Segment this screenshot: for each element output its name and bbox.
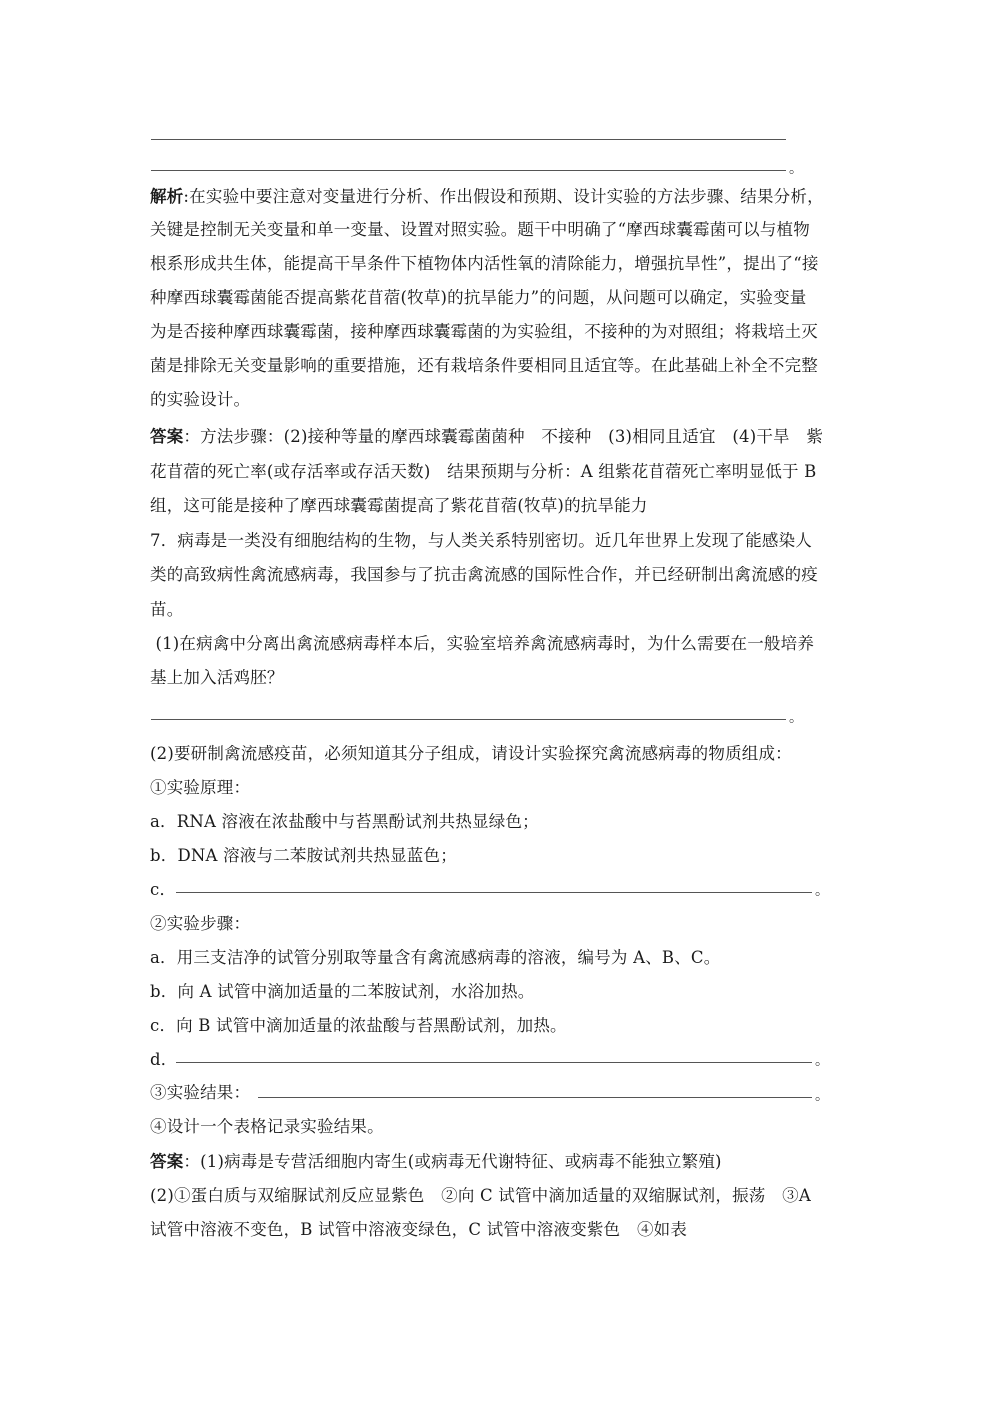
answer-line: 答案：方法步骤：(2)接种等量的摩西球囊霉菌菌种 不接种 (3)相同且适宜 (4)干旱 紫	[150, 427, 824, 446]
principle-c-blank[interactable]	[176, 892, 812, 893]
principle-item: b．DNA 溶液与二苯胺试剂共热显蓝色；	[150, 846, 457, 865]
answer-line: 试管中溶液不变色，B 试管中溶液变绿色，C 试管中溶液变紫色 ④如表	[150, 1220, 688, 1239]
blank-end-mark: 。	[815, 1088, 829, 1104]
step-item-d: d．	[150, 1050, 178, 1069]
answer-line: (2)①蛋白质与双缩脲试剂反应显紫色 ②向 C 试管中滴加适量的双缩脲试剂，振荡 ③A	[150, 1186, 812, 1205]
analysis-line: 解析:在实验中要注意对变量进行分析、作出假设和预期、设计实验的方法步骤、结果分析，	[150, 187, 824, 206]
answer-blank-line-1[interactable]	[151, 139, 786, 140]
answer-line: 组，这可能是接种了摩西球囊霉菌提高了紫花苜蓿(牧草)的抗旱能力	[150, 496, 648, 515]
blank-end-mark: 。	[815, 1053, 829, 1069]
part2-intro: (2)要研制禽流感疫苗，必须知道其分子组成，请设计实验探究禽流感病毒的物质组成：	[150, 744, 792, 763]
answer-line: 答案：(1)病毒是专营活细胞内寄生(或病毒无代谢特征、或病毒不能独立繁殖)	[150, 1152, 722, 1171]
question-text: 7．病毒是一类没有细胞结构的生物，与人类关系特别密切。近几年世界上发现了能感染人	[150, 531, 812, 550]
step-d-blank[interactable]	[176, 1062, 812, 1063]
principle-item-c: c．	[150, 880, 177, 899]
analysis-line: 种摩西球囊霉菌能否提高紫花苜蓿(牧草)的抗旱能力”的问题，从问题可以确定，实验变量	[150, 288, 807, 307]
step-item: a．用三支洁净的试管分别取等量含有禽流感病毒的溶液，编号为 A、B、C。	[150, 948, 721, 967]
answer-label: 答案	[150, 427, 184, 446]
analysis-line: 为是否接种摩西球囊霉菌，接种摩西球囊霉菌的为实验组，不接种的为对照组；将栽培土灭	[150, 322, 818, 341]
principle-title: ①实验原理：	[150, 778, 251, 797]
question-text: 苗。	[150, 600, 184, 619]
answer-line: 花苜蓿的死亡率(或存活率或存活天数) 结果预期与分析：A 组紫花苜蓿死亡率明显低于 B	[150, 462, 817, 481]
answer-label: 答案	[150, 1152, 184, 1171]
part1-question: (1)在病禽中分离出禽流感病毒样本后，实验室培养禽流感病毒时，为什么需要在一般培养	[150, 634, 815, 653]
result-label: ③实验结果：	[150, 1083, 251, 1102]
steps-title: ②实验步骤：	[150, 914, 251, 933]
table-task: ④设计一个表格记录实验结果。	[150, 1117, 384, 1136]
step-item: c．向 B 试管中滴加适量的浓盐酸与苔黑酚试剂，加热。	[150, 1016, 567, 1035]
part1-question: 基上加入活鸡胚？	[150, 668, 284, 687]
answer-blank-line-2[interactable]	[151, 170, 786, 171]
step-item: b．向 A 试管中滴加适量的二苯胺试剂，水浴加热。	[150, 982, 535, 1001]
analysis-line: 关键是控制无关变量和单一变量、设置对照实验。题干中明确了“摩西球囊霉菌可以与植物	[150, 220, 810, 239]
analysis-line: 菌是排除无关变量影响的重要措施，还有栽培条件要相同且适宜等。在此基础上补全不完整	[150, 356, 818, 375]
question-text: 类的高致病性禽流感病毒，我国参与了抗击禽流感的国际性合作，并已经研制出禽流感的疫	[150, 565, 818, 584]
blank-end-mark: 。	[789, 161, 803, 177]
analysis-line: 的实验设计。	[150, 390, 251, 409]
analysis-line: 根系形成共生体，能提高干旱条件下植物体内活性氧的清除能力，增强抗旱性”，提出了“接	[150, 254, 819, 273]
blank-end-mark: 。	[789, 710, 803, 726]
part1-answer-blank[interactable]	[151, 719, 786, 720]
result-blank[interactable]	[258, 1097, 812, 1098]
analysis-label: 解析	[150, 187, 184, 206]
principle-item: a．RNA 溶液在浓盐酸中与苔黑酚试剂共热显绿色；	[150, 812, 539, 831]
blank-end-mark: 。	[815, 883, 829, 899]
